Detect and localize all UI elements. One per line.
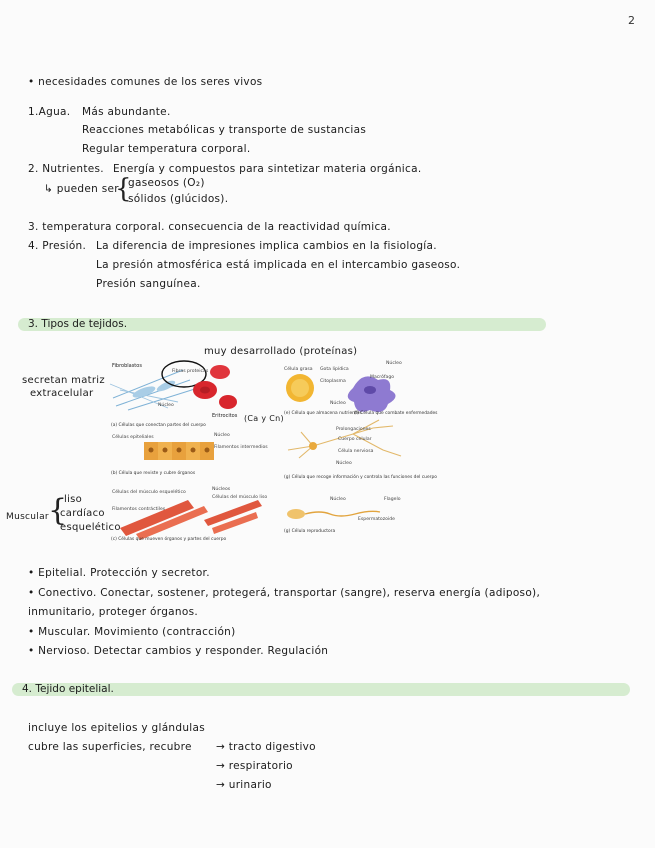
label-macrofago: Macrófago bbox=[370, 375, 395, 380]
fibroblast-illustration bbox=[110, 370, 198, 410]
caption-h: (g) Célula reproductora bbox=[284, 529, 336, 534]
solidos: sólidos (glúcidos). bbox=[128, 193, 229, 205]
temperatura-line: 3. temperatura corporal. consecuencia de la reactividad química. bbox=[28, 221, 391, 233]
nutrientes-title: 2. Nutrientes. bbox=[28, 163, 104, 175]
section-4-header bbox=[12, 683, 630, 696]
brace-icon: { bbox=[115, 174, 132, 204]
nutrientes-text: Energía y compuestos para sintetizar materia orgánica. bbox=[113, 163, 422, 175]
annotation-ca-cn: (Ca y Cn) bbox=[244, 414, 284, 423]
epithelial-illustration bbox=[144, 442, 214, 460]
annotation-muy-desarrollado: muy desarrollado (proteínas) bbox=[204, 346, 358, 357]
label-nucleo-b: Núcleo bbox=[214, 433, 230, 438]
presion-line3: Presión sanguínea. bbox=[96, 278, 201, 290]
epithelial-urinario: → urinario bbox=[216, 779, 272, 791]
pueden-ser: ↳ pueden ser bbox=[44, 183, 119, 195]
section-4-title: 4. Tejido epitelial. bbox=[22, 683, 114, 695]
label-celula-grasa: Célula grasa bbox=[284, 367, 313, 372]
caption-e: (e) Célula que almacena nutrientes bbox=[284, 411, 362, 416]
cell-types-figure bbox=[108, 350, 438, 542]
caption-f: (f) Célula que combate enfermedades bbox=[354, 411, 438, 416]
epithelial-line2: cubre las superficies, recubre bbox=[28, 741, 192, 753]
tissue-nervioso: • Nervioso. Detectar cambios y responder. Regulación bbox=[28, 645, 329, 657]
label-nucleo-h: Núcleo bbox=[330, 497, 346, 502]
label-musculo-liso: Células del músculo liso bbox=[212, 495, 268, 500]
label-epiteliales: Células epiteliales bbox=[112, 435, 154, 440]
macrophage-illustration bbox=[348, 376, 396, 412]
epithelial-line1: incluye los epitelios y glándulas bbox=[28, 722, 206, 734]
label-espermatozoide: Espermatozoide bbox=[358, 517, 395, 522]
page-number: 2 bbox=[628, 14, 635, 27]
tissue-conectivo-cont: inmunitario, proteger órganos. bbox=[28, 606, 198, 618]
annotation-secretan: secretan matriz bbox=[22, 375, 105, 386]
label-filamentos: Filamentos intermedios bbox=[214, 445, 268, 450]
label-fibroblastos: Fibroblastos bbox=[112, 363, 142, 369]
label-musculo-esq: Células del músculo esquelético bbox=[112, 490, 186, 495]
label-flagelo: Flagelo bbox=[384, 497, 401, 502]
tissue-conectivo: • Conectivo. Conectar, sostener, protegerá, transportar (sangre), reserva energía (adiposo), bbox=[28, 587, 541, 599]
label-filamentos-contractiles: Filamentos contráctiles bbox=[112, 507, 166, 512]
caption-b: (b) Célula que reviste y cubre órganos bbox=[111, 471, 196, 476]
presion-line2: La presión atmosférica está implicada en el intercambio gaseoso. bbox=[96, 259, 461, 271]
caption-c: (c) Células que mueven órganos y partes del cuerpo bbox=[111, 537, 227, 542]
label-nucleo-f: Núcleo bbox=[386, 361, 402, 366]
label-citoplasma: Citoplasma bbox=[320, 379, 346, 384]
tissue-muscular: • Muscular. Movimiento (contracción) bbox=[28, 626, 236, 638]
label-eritrocitos: Eritrocitos bbox=[212, 413, 238, 419]
gaseosos: gaseosos (O₂) bbox=[128, 177, 205, 189]
label-cuerpo-celular: Cuerpo celular bbox=[338, 437, 372, 442]
section-3-header bbox=[18, 318, 546, 331]
label-nucleo-a: Núcleo bbox=[158, 403, 174, 408]
agua-line2: Reacciones metabólicas y transporte de sustancias bbox=[82, 124, 367, 136]
presion-title: 4. Presión. bbox=[28, 240, 87, 252]
label-prolongaciones: Prolongaciones bbox=[336, 427, 371, 432]
label-gota: Gota lipídica bbox=[320, 367, 349, 372]
muscle-illustration bbox=[120, 500, 262, 540]
agua-title: 1.Agua. bbox=[28, 106, 71, 118]
presion-line1: La diferencia de impresiones implica cambios en la fisiología. bbox=[96, 240, 437, 252]
annotation-muscular: Muscular bbox=[6, 512, 49, 522]
agua-note: Más abundante. bbox=[82, 106, 171, 118]
annotation-extracelular: extracelular bbox=[30, 388, 94, 399]
brace-icon: { bbox=[48, 493, 68, 528]
annotation-liso: liso bbox=[64, 494, 83, 505]
caption-g: (g) Célula que recoge información y controla las funciones del cuerpo bbox=[284, 475, 437, 480]
label-nucleo-e: Núcleo bbox=[330, 401, 346, 406]
epithelial-tracto: → tracto digestivo bbox=[216, 741, 316, 753]
label-fibras: Fibras proteicas bbox=[172, 369, 209, 374]
agua-line3: Regular temperatura corporal. bbox=[82, 143, 251, 155]
tissue-epitelial: • Epitelial. Protección y secretor. bbox=[28, 567, 210, 579]
nerve-body-icon bbox=[309, 442, 317, 450]
epithelial-respiratorio: → respiratorio bbox=[216, 760, 293, 772]
caption-a: (a) Células que conectan partes del cuerpo bbox=[111, 423, 206, 428]
intro-line: • necesidades comunes de los seres vivos bbox=[28, 76, 263, 88]
annotation-cardiaco: cardíaco bbox=[60, 508, 105, 519]
annotation-esqueletico: esquelético bbox=[60, 522, 121, 533]
label-nucleo-g: Núcleo bbox=[336, 461, 352, 466]
label-nucleos: Núcleos bbox=[212, 487, 231, 492]
section-3-title: 3. Tipos de tejidos. bbox=[28, 318, 128, 330]
label-celula-nerviosa: Célula nerviosa bbox=[338, 449, 374, 454]
